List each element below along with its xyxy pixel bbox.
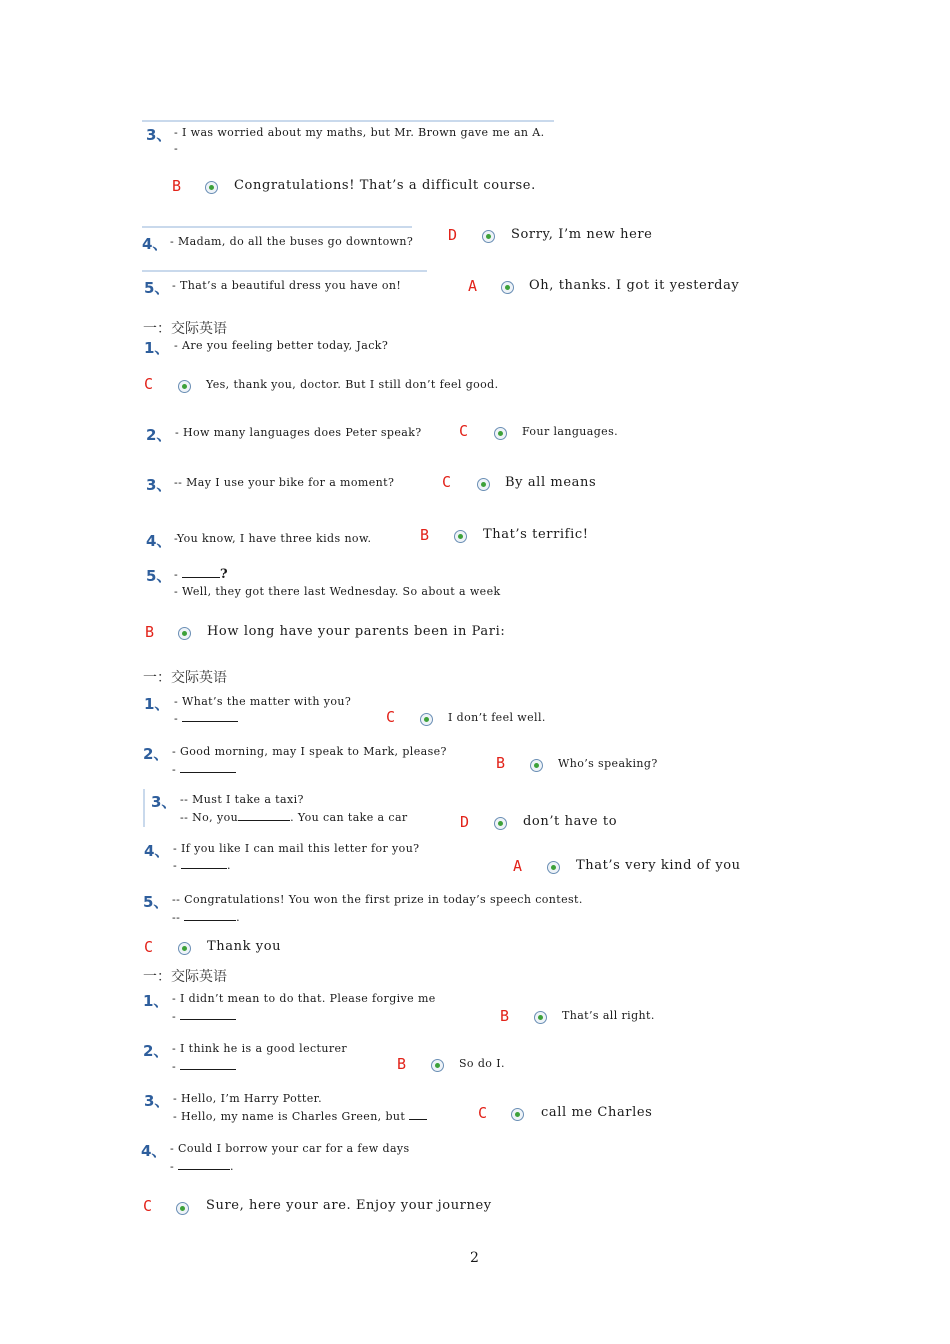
question-line — [170, 1159, 234, 1173]
answer-letter: C — [144, 938, 154, 956]
answer-text: Sure, here your are. Enjoy your journey — [206, 1198, 492, 1213]
question-line — [173, 1109, 427, 1123]
radio-selected-icon[interactable] — [501, 281, 514, 294]
answer-letter: B — [145, 623, 155, 641]
dash-text: - — [172, 1010, 181, 1023]
question-line — [174, 711, 238, 725]
question-number: 1、 — [144, 695, 170, 713]
answer-text: So do I. — [459, 1057, 505, 1070]
question-line: -- May I use your bike for a moment? — [174, 476, 395, 489]
question-number: 3、 — [151, 793, 177, 811]
question-line: -- Must I take a taxi? — [180, 793, 304, 806]
radio-selected-icon[interactable] — [477, 478, 490, 491]
answer-letter: C — [442, 473, 452, 491]
question-number: 3、 — [146, 476, 172, 494]
section-heading: 一：交际英语 — [143, 321, 227, 337]
question-line: - Good morning, may I speak to Mark, please? — [172, 745, 447, 758]
answer-text: Who’s speaking? — [558, 757, 658, 770]
answer-blank — [180, 762, 236, 773]
question-line: - What’s the matter with you? — [174, 695, 352, 708]
radio-selected-icon[interactable] — [534, 1011, 547, 1024]
radio-selected-icon[interactable] — [482, 230, 495, 243]
answer-blank — [182, 711, 238, 722]
question-line: - Madam, do all the buses go downtown? — [170, 235, 414, 248]
question-number: 4、 — [141, 1142, 167, 1160]
answer-text: Sorry, I’m new here — [511, 227, 653, 242]
question-number: 3、 — [146, 126, 172, 144]
question-line — [174, 567, 228, 582]
dash-text: - — [174, 712, 183, 725]
question-line: - I was worried about my maths, but Mr. Brown gave me an A. — [174, 126, 545, 139]
question-line: - I didn’t mean to do that. Please forgive me — [172, 992, 436, 1005]
answer-text: don’t have to — [523, 814, 618, 829]
answer-letter: C — [143, 1197, 153, 1215]
separator-line — [142, 270, 427, 272]
question-number: 5、 — [143, 893, 169, 911]
answer-letter: A — [468, 277, 478, 295]
answer-text: Congratulations! That’s a difficult course. — [234, 178, 536, 193]
answer-letter: D — [460, 813, 470, 831]
answer-letter: C — [478, 1104, 488, 1122]
answer-text: That’s all right. — [562, 1009, 655, 1022]
answer-text: Thank you — [207, 939, 282, 954]
answer-blank — [184, 910, 236, 921]
answer-letter: C — [386, 708, 396, 726]
answer-blank — [181, 858, 227, 869]
question-number: 1、 — [144, 339, 170, 357]
question-number: 4、 — [146, 532, 172, 550]
answer-blank — [178, 1159, 230, 1170]
question-mark: ? — [220, 567, 229, 582]
question-line: -- Congratulations! You won the first prize in today’s speech contest. — [172, 893, 583, 906]
section-heading: 一：交际英语 — [143, 969, 227, 985]
section-heading: 一：交际英语 — [143, 670, 227, 686]
radio-selected-icon[interactable] — [511, 1108, 524, 1121]
radio-selected-icon[interactable] — [494, 427, 507, 440]
answer-letter: A — [513, 857, 523, 875]
question-line: - If you like I can mail this letter for you? — [173, 842, 420, 855]
question-line: - Are you feeling better today, Jack? — [174, 339, 389, 352]
radio-selected-icon[interactable] — [454, 530, 467, 543]
answer-letter: B — [420, 526, 430, 544]
answer-blank — [180, 1059, 236, 1070]
radio-selected-icon[interactable] — [547, 861, 560, 874]
period-text: . — [236, 911, 241, 924]
answer-text: How long have your parents been in Pari: — [207, 624, 506, 639]
period-text: . — [227, 859, 231, 872]
answer-text: Yes, thank you, doctor. But I still don’t feel good. — [206, 378, 499, 391]
question-line: - Hello, I’m Harry Potter. — [173, 1092, 322, 1105]
radio-selected-icon[interactable] — [420, 713, 433, 726]
question-line: - That’s a beautiful dress you have on! — [172, 279, 402, 292]
question-line — [173, 858, 231, 872]
radio-selected-icon[interactable] — [431, 1059, 444, 1072]
radio-selected-icon[interactable] — [178, 627, 191, 640]
separator-bar — [143, 789, 145, 827]
answer-letter: C — [459, 422, 469, 440]
answer-text: That’s very kind of you — [576, 858, 741, 873]
answer-blank — [182, 567, 220, 578]
radio-selected-icon[interactable] — [176, 1202, 189, 1215]
answer-text: I don’t feel well. — [448, 711, 546, 724]
radio-selected-icon[interactable] — [494, 817, 507, 830]
answer-text: Four languages. — [522, 425, 619, 438]
radio-selected-icon[interactable] — [178, 942, 191, 955]
answer-letter: B — [500, 1007, 510, 1025]
question-line: - Could I borrow your car for a few days — [170, 1142, 410, 1155]
answer-text: call me Charles — [541, 1105, 653, 1120]
dash-text: - — [173, 859, 182, 872]
radio-selected-icon[interactable] — [178, 380, 191, 393]
question-number: 2、 — [143, 745, 169, 763]
question-number: 2、 — [146, 426, 172, 444]
period-text: . — [230, 1160, 234, 1173]
answer-letter: B — [172, 177, 182, 195]
answer-letter: C — [144, 375, 154, 393]
answer-blank — [180, 1009, 236, 1020]
dash-text: - — [170, 1160, 179, 1173]
question-line — [172, 762, 236, 776]
dash-text: -- — [172, 911, 185, 924]
answer-letter: B — [397, 1055, 407, 1073]
answer-text: Oh, thanks. I got it yesterday — [529, 278, 740, 293]
answer-blank — [409, 1109, 427, 1120]
question-line — [172, 1059, 236, 1073]
answer-text: That’s terrific! — [483, 527, 589, 542]
question-number: 2、 — [143, 1042, 169, 1060]
question-line: - I think he is a good lecturer — [172, 1042, 348, 1055]
separator-line — [142, 120, 554, 122]
answer-text: By all means — [505, 475, 597, 490]
separator-line — [142, 226, 412, 228]
radio-selected-icon[interactable] — [205, 181, 218, 194]
question-number: 3、 — [144, 1092, 170, 1110]
question-number: 1、 — [143, 992, 169, 1010]
question-line: - How many languages does Peter speak? — [175, 426, 422, 439]
question-text: - Hello, my name is Charles Green, but — [173, 1110, 410, 1123]
question-line — [172, 910, 240, 924]
answer-letter: D — [448, 226, 458, 244]
question-line — [172, 1009, 236, 1023]
question-text: -- No, you — [180, 811, 239, 824]
page-number: 2 — [470, 1250, 479, 1266]
answer-blank — [238, 810, 290, 821]
question-number: 5、 — [144, 279, 170, 297]
question-line: - — [174, 142, 179, 155]
radio-selected-icon[interactable] — [530, 759, 543, 772]
dash-text: - — [172, 763, 181, 776]
question-number: 4、 — [144, 842, 170, 860]
dash-text: - — [172, 1060, 181, 1073]
question-number: 4、 — [142, 235, 168, 253]
question-line — [180, 810, 408, 824]
question-line: -You know, I have three kids now. — [174, 532, 372, 545]
dash-text: - — [174, 568, 183, 581]
question-number: 5、 — [146, 567, 172, 585]
answer-letter: B — [496, 754, 506, 772]
question-text: . You can take a car — [290, 811, 408, 824]
question-line: - Well, they got there last Wednesday. So about a week — [174, 585, 501, 598]
